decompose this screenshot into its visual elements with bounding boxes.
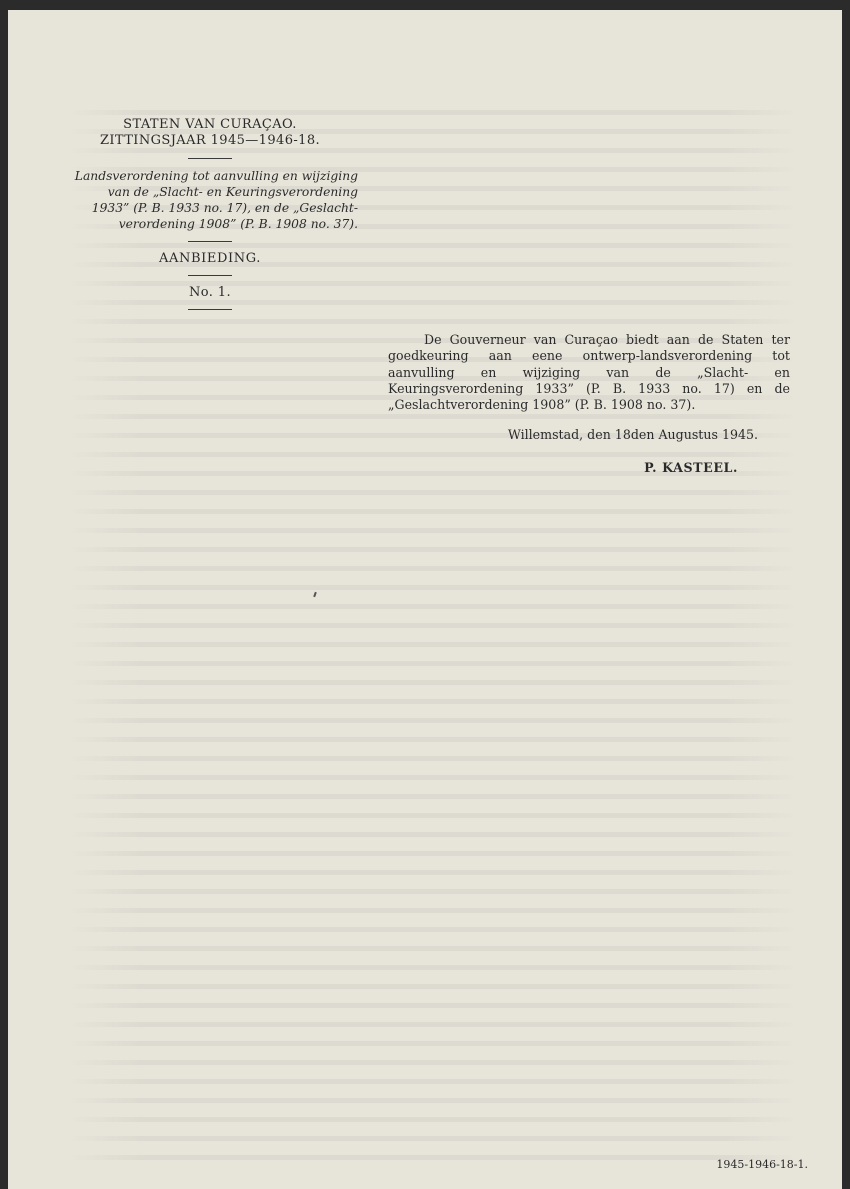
subject-line: 1933” (P. B. 1933 no. 17), en de „Geslacht- (91, 201, 358, 215)
divider (188, 309, 232, 310)
document-page (8, 10, 842, 1189)
subject-line: Landsverordening tot aanvulling en wijziging (74, 169, 358, 183)
doc-number: No. 1. (188, 285, 232, 300)
doc-type-label: AANBIEDING. (159, 251, 261, 266)
header-title: STATEN VAN CURAÇAO. (123, 117, 297, 132)
divider (188, 158, 232, 159)
header-session: ZITTINGSJAAR 1945—1946-18. (99, 133, 321, 148)
subject-line: van de „Slacht- en Keuringsverordening (107, 185, 358, 199)
subject-line: verordening 1908” (P. B. 1908 no. 37). (118, 217, 358, 231)
document-header (60, 117, 360, 319)
subject (60, 168, 360, 232)
divider (188, 241, 232, 242)
signature: P. KASTEEL. (644, 460, 738, 475)
footer-code: 1945-1946-18-1. (716, 1158, 808, 1171)
place-date: Willemstad, den 18den Augustus 1945. (507, 427, 758, 442)
divider (188, 275, 232, 276)
offer-paragraph: De Gouverneur van Curaçao biedt aan de Staten ter goedkeuring aan eene ontwerp-landsverordening tot aanvulling en wijziging van de „Slacht- en Keuringsverordening 1933” (P. B. 1933 no. 17) en de „Geslachtverordening 1908” (P. B. 1908 no. 37). (388, 332, 790, 413)
ink-speck (313, 592, 317, 597)
